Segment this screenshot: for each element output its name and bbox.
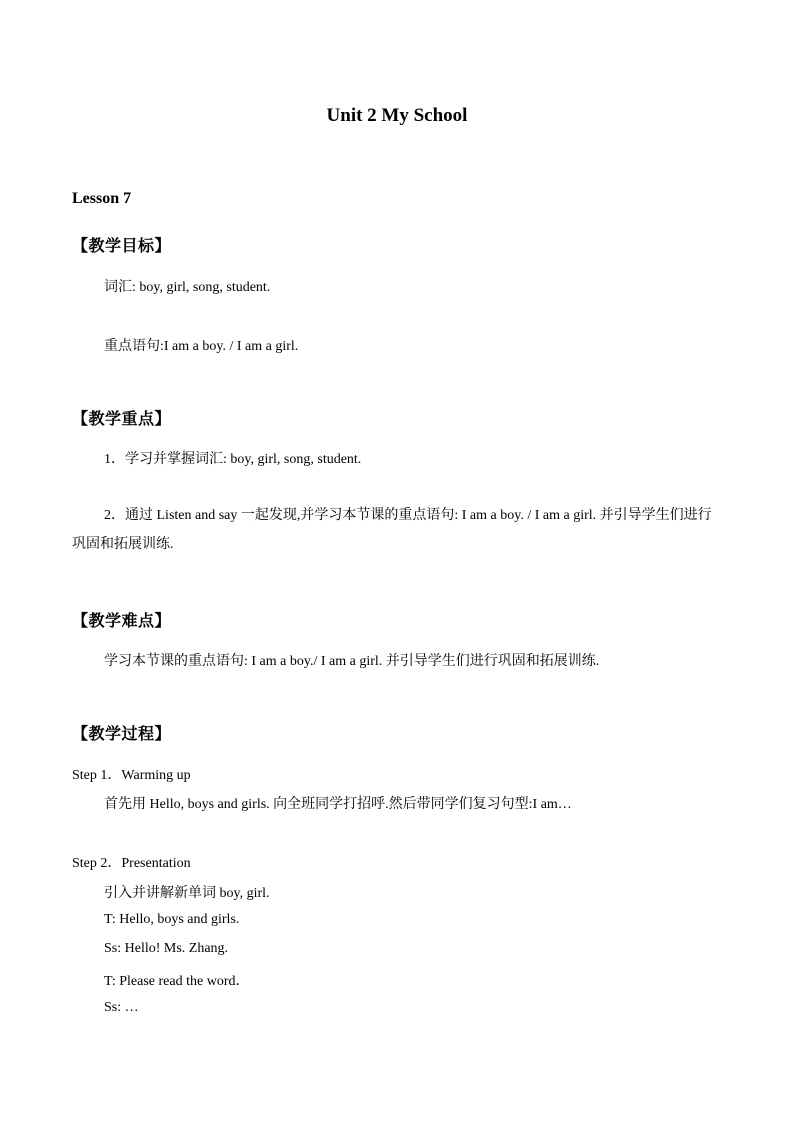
step-1-text: 首先用 Hello, boys and girls. 向全班同学打招呼.然后带同学们复习句型:I am… — [104, 797, 572, 812]
process-heading: 【教学过程】 — [72, 724, 172, 743]
step-2-title: Step 2．Presentation — [72, 856, 191, 871]
step-2-line: Ss: Hello! Ms. Zhang. — [104, 941, 229, 956]
step-2-line: Ss: … — [104, 1000, 139, 1015]
lesson-heading: Lesson 7 — [72, 190, 132, 207]
key-point-item-1: 1．学习并掌握词汇: boy, girl, song, student. — [104, 452, 362, 467]
key-point-item-2: 2．通过 Listen and say 一起发现,并学习本节课的重点语句: I am a boy. / I am a girl. 并引导学生们进行巩固和拓展训练. — [72, 508, 712, 552]
difficulties-text: 学习本节课的重点语句: I am a boy./ I am a girl. 并引导学生们进行巩固和拓展训练. — [104, 654, 600, 669]
step-2-line: T: Please read the word． — [104, 974, 250, 989]
step-2-line: 引入并讲解新单词 boy, girl. — [104, 886, 270, 901]
difficulties-heading: 【教学难点】 — [72, 611, 172, 630]
objectives-sentence: 重点语句:I am a boy. / I am a girl. — [104, 339, 299, 354]
key-points-heading: 【教学重点】 — [72, 409, 172, 428]
document-title: Unit 2 My School — [326, 105, 468, 126]
step-1-title: Step 1．Warming up — [72, 768, 191, 783]
objectives-vocab: 词汇: boy, girl, song, student. — [104, 280, 271, 295]
objectives-heading: 【教学目标】 — [72, 236, 172, 255]
step-2-line: T: Hello, boys and girls. — [104, 912, 240, 927]
